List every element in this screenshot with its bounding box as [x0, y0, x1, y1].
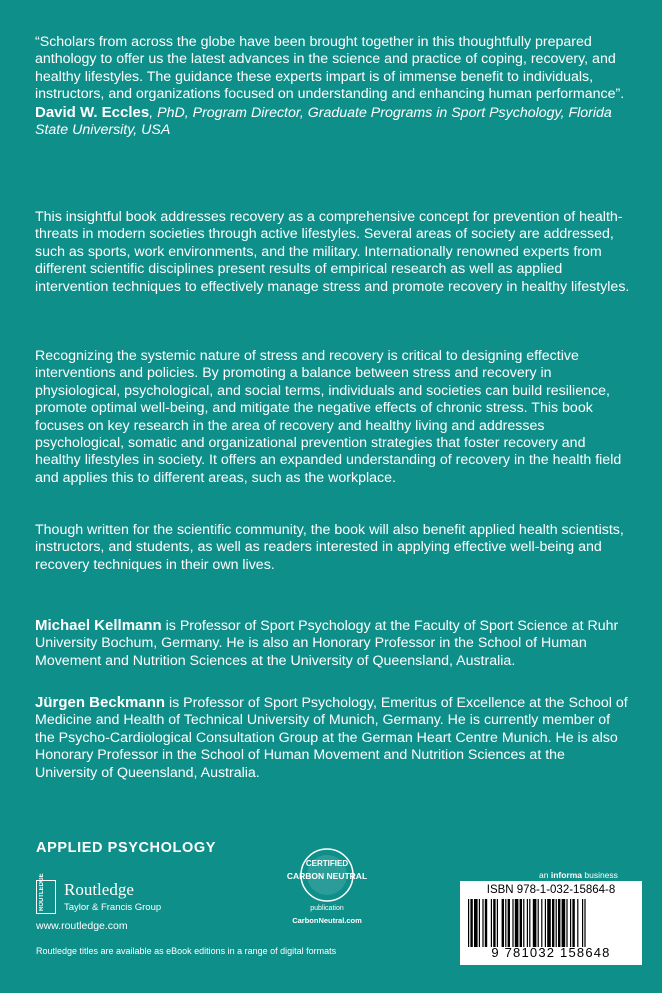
informa-prefix: an	[539, 870, 551, 880]
description-paragraph-1: This insightful book addresses recovery as a comprehensive concept for prevention of health-threats in modern societies through active lifestyles. Several areas of society are addressed, such as sports, work environments, and the military. Internationally renowned experts from different scientific disciplines present results of empirical research as well as applied intervention techniques to effectively manage stress and promote recovery in healthy lifestyles.	[35, 209, 630, 295]
barcode-bar	[527, 899, 528, 947]
barcode-bar	[515, 899, 519, 947]
barcode-bar	[533, 899, 537, 947]
barcode-bar	[497, 899, 498, 947]
routledge-logo-icon	[36, 873, 56, 914]
logo-text: ROUTLEDGE	[39, 873, 45, 911]
barcode-bar	[582, 899, 583, 947]
description-paragraph-2: Recognizing the systemic nature of stress and recovery is critical to designing effective interventions and policies. By promoting a balance between stress and recovery in physiological, psychological, and social terms, individuals and societies can build resilience, promote optimal well-being, and mitigate the negative effects of chronic stress. This book focuses on key research in the area of recovery and healthy living and addresses psychological, somatic and organizational prevention strategies that foster recovery and healthy lifestyles in society. It offers an expanded understanding of recovery in the health field and applies this to different areas, such as the workplace.	[35, 348, 622, 486]
barcode-bar	[512, 899, 513, 947]
barcode-bar	[505, 899, 506, 947]
barcode-bar	[474, 899, 478, 947]
barcode-bar	[570, 899, 571, 947]
author-name: Michael Kellmann	[35, 617, 162, 634]
barcode-bar	[493, 899, 495, 947]
author-bio-2	[35, 694, 631, 782]
author-name: Jürgen Beckmann	[35, 694, 166, 711]
author-bio-1	[35, 617, 631, 670]
barcode-number: 9 781032 158648	[491, 945, 611, 960]
carbon-publication-label: publication	[310, 905, 344, 912]
barcode-bar	[545, 899, 546, 947]
barcode-bar	[562, 899, 566, 947]
carbon-top-text: CERTIFIED	[305, 859, 349, 868]
barcode-bar	[470, 899, 472, 947]
barcode-bar	[547, 899, 551, 947]
barcode-bar	[479, 899, 480, 947]
endorsement-quote	[35, 34, 631, 139]
informa-suffix: business	[582, 870, 618, 880]
description-paragraph-3: Though written for the scientific community, the book will also benefit applied health scientists, instructors, and students, as well as readers interested in applying effective well-being and recovery techniques in their own lives.	[35, 522, 624, 573]
barcode-bar	[566, 899, 567, 947]
author-bio-text: is Professor of Sport Psychology at the Faculty of Sport Science at Ruhr University Bochum, Germany. He is also an Honorary Professor in the School of Human Movement and Nutrition Sciences at the University of Queensland, Australia.	[35, 618, 619, 669]
publisher-group: Taylor & Francis Group	[64, 902, 162, 913]
author-bio-text: is Professor of Sport Psychology, Emeritus of Excellence at the School of Medicine and Health of Technical University of Munich, Germany. He is currently member of the Psycho-Cardiological Consultation Group at the German Heart Centre Munich. He is also Honorary Professor in the School of Human Movement and Nutrition Sciences at the University of Queensland, Australia.	[35, 695, 628, 781]
barcode-bar	[529, 899, 530, 947]
barcode-bar	[491, 899, 492, 947]
quote-text: “Scholars from across the globe have been brought together in this thoughtfully prepared anthology to offer us the latest advances in the science and practice of coping, recovery, and healthy lifestyles. The guidance these experts impart is of immense benefit to individuals, instructors, and organizations focused on understanding and enhancing human performance”.	[35, 34, 625, 103]
informa-business-label	[539, 870, 618, 880]
barcode-bar	[572, 899, 574, 947]
isbn-label: ISBN 978-1-032-15864-8	[486, 884, 616, 896]
barcode-bar	[502, 899, 504, 947]
quote-author: David W. Eccles	[35, 103, 150, 121]
barcode-bar	[584, 899, 585, 947]
barcode-bar	[538, 899, 539, 947]
publisher-block	[36, 873, 206, 940]
barcode-bar	[485, 899, 487, 947]
barcode-bar	[520, 899, 522, 947]
barcode-bar	[468, 899, 469, 947]
carbon-neutral-icon	[282, 845, 372, 907]
barcode-bar	[541, 899, 542, 947]
informa-brand: informa	[550, 870, 582, 880]
barcode-bar	[508, 899, 510, 947]
barcode-bar	[552, 899, 554, 947]
carbon-middle-text: CARBON NEUTRAL	[286, 871, 368, 881]
barcode-bar	[482, 899, 483, 947]
publisher-url[interactable]: www.routledge.com	[36, 920, 128, 932]
barcode-bar	[523, 899, 524, 947]
series-title: APPLIED PSYCHOLOGY	[36, 840, 216, 856]
quote-author-role: , PhD, Program Director, Graduate Programs in Sport Psychology, Florida State University, USA	[35, 104, 612, 139]
carbon-neutral-badge	[282, 845, 372, 935]
publisher-name: Routledge	[64, 880, 134, 899]
carbon-site[interactable]: CarbonNeutral.com	[292, 916, 362, 925]
ebook-footer-note: Routledge titles are available as eBook editions in a range of digital formats	[36, 946, 337, 956]
barcode-bar	[556, 899, 557, 947]
barcode-bars	[468, 899, 634, 947]
barcode-bar	[558, 899, 560, 947]
barcode-bar	[577, 899, 578, 947]
isbn-barcode	[460, 881, 642, 965]
